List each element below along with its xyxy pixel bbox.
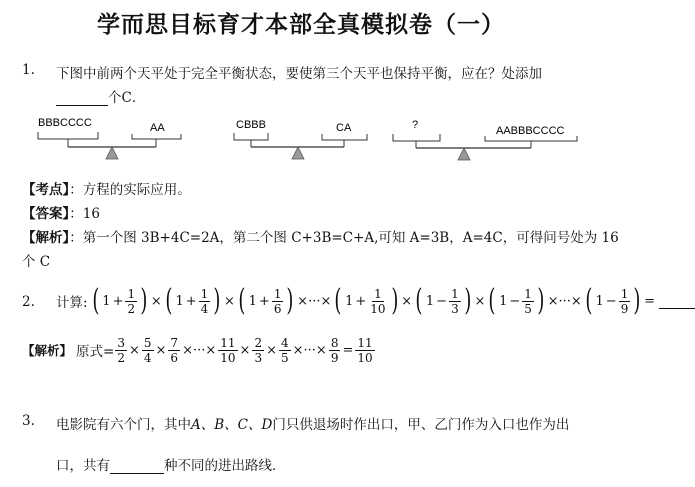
- q2-term-plus-4-fraction: [368, 288, 387, 315]
- q2-sol-result-numerator: 11: [357, 335, 373, 350]
- q2-sol-frac-b-1-numerator: 11: [220, 335, 236, 350]
- q2-term-plus-1-one: 1: [102, 293, 111, 309]
- q2-term-minus-3-sign: −: [605, 293, 617, 309]
- q2-times-3: ×: [401, 293, 413, 309]
- q2-term-minus-1-sign: −: [436, 293, 448, 309]
- q2-term-plus-1-close-paren: ): [140, 283, 148, 318]
- q2-sol-frac-a-1-denominator: 2: [117, 350, 125, 365]
- q2-term-minus-2: [486, 283, 546, 318]
- q2-term-plus-4-one: 1: [345, 293, 354, 309]
- q2-sol-frac-a-3: [168, 337, 180, 364]
- q2-term-plus-1-fraction: [125, 288, 137, 315]
- q3-line2: [56, 454, 286, 474]
- q2-sol-frac-b-1: [218, 337, 237, 364]
- q2-term-plus-4-close-paren: ): [390, 283, 398, 318]
- q2-term-plus-3-close-paren: ): [286, 283, 294, 318]
- q2-term-plus-3-fraction: [272, 288, 284, 315]
- q1-text-line2-tail: 个C．: [108, 90, 146, 106]
- q2-times-4: ×: [474, 293, 486, 309]
- q2-sol-frac-c-1-numerator: 8: [330, 335, 339, 350]
- q3-line1-b: 门只供退场时作出口，甲、乙门作为入口也作为出: [272, 417, 570, 433]
- q3-line1: [56, 413, 569, 433]
- q2-term-plus-2-one: 1: [175, 293, 184, 309]
- q2-term-minus-1-fraction-denominator: 3: [451, 301, 459, 316]
- q3-line1-a: 电影院有六个门，其中: [56, 417, 191, 433]
- q2-equals: =: [644, 293, 655, 309]
- q2-sol-frac-b-2-denominator: 3: [254, 350, 263, 365]
- q2-term-plus-1-open-paren: (: [91, 283, 99, 318]
- q2-term-minus-1-fraction: [449, 288, 461, 315]
- q2-sol-frac-c-1: [329, 337, 341, 364]
- q2-term-plus-3-one: 1: [248, 293, 257, 309]
- q2-term-minus-3-fraction-denominator: 9: [620, 301, 629, 316]
- q2-sol-frac-a-1: [115, 337, 127, 364]
- q2-term-plus-4-sign: +: [355, 293, 367, 309]
- q2-term-plus-4-open-paren: (: [334, 283, 342, 318]
- q2-sol-frac-a-3-denominator: 6: [170, 350, 179, 365]
- q2-sol-frac-a-2-numerator: 5: [143, 335, 152, 350]
- q2-term-minus-3-fraction-numerator: 1: [620, 286, 629, 301]
- q2-sol-times-a-1: ×: [128, 342, 140, 358]
- scale-3: [393, 119, 577, 160]
- q1-jiexi: [22, 226, 619, 246]
- q2-term-plus-4-fraction-numerator: 1: [374, 286, 382, 301]
- q2-term-minus-1-open-paren: (: [415, 283, 423, 318]
- q2-sol-frac-b-2: [252, 337, 264, 364]
- q2-number: 2.: [22, 294, 35, 310]
- q2-sol-times-a-3: ×···×: [182, 342, 217, 358]
- q2-term-minus-2-close-paren: ): [537, 283, 545, 318]
- q2-term-plus-1-fraction-numerator: 1: [127, 286, 136, 301]
- q2-sol-times-b-3: ×···×: [292, 342, 327, 358]
- q2-sol-frac-a-1-numerator: 3: [117, 335, 125, 350]
- q2-term-minus-2-fraction: [522, 288, 534, 315]
- q3-line1-vars: A、B、C、D: [191, 417, 273, 433]
- q1-jiexi-label: 【解析】: [22, 230, 70, 246]
- q2-sol-frac-c-1-denominator: 9: [330, 350, 339, 365]
- q2-term-plus-3-sign: +: [258, 293, 270, 309]
- q2-term-minus-3-fraction: [619, 288, 631, 315]
- q1-daan-label: 【答案】: [22, 206, 70, 222]
- q2-term-plus-1-fraction-denominator: 2: [127, 301, 136, 316]
- q2-expression: [56, 283, 695, 319]
- q2-times-2: ×: [224, 293, 235, 309]
- scale-3-right-label: AABBBCCCC: [496, 125, 565, 137]
- q2-sol-frac-b-3: [279, 337, 291, 364]
- q2-sol-frac-b-3-denominator: 5: [280, 350, 289, 365]
- q2-sol-result: [355, 337, 374, 364]
- q2-term-minus-3-one: 1: [595, 293, 604, 309]
- q2-sol-frac-a-2-denominator: 4: [143, 350, 152, 365]
- q2-dots-1: ×···×: [297, 293, 332, 309]
- q1-daan-text: ：16: [69, 206, 100, 222]
- scale-1-right-label: AA: [150, 122, 165, 134]
- q2-term-minus-1-one: 1: [425, 293, 435, 309]
- q2-term-plus-2: [163, 283, 223, 318]
- q2-term-plus-1: [90, 283, 150, 318]
- scale-3-left-label: ?: [412, 119, 419, 131]
- q1-number: 1.: [22, 62, 35, 78]
- q2-term-minus-2-fraction-numerator: 1: [524, 286, 532, 301]
- page-title: 学而思目标育才本部全真模拟卷（一）: [97, 12, 505, 38]
- q2-term-minus-3-open-paren: (: [585, 283, 593, 318]
- q2-jiexi-label: 【解析】: [22, 343, 73, 358]
- q2-sol-frac-b-2-numerator: 2: [254, 335, 263, 350]
- q2-term-minus-2-fraction-denominator: 5: [524, 301, 532, 316]
- q2-term-plus-3-open-paren: (: [238, 283, 246, 318]
- scale-2-left-label: CBBB: [236, 119, 266, 131]
- q3-number: 3.: [22, 413, 35, 429]
- q2-sol-frac-b-3-numerator: 4: [280, 335, 289, 350]
- q2-term-plus-1-sign: +: [112, 293, 124, 309]
- q2-term-plus-2-fraction-numerator: 1: [200, 286, 209, 301]
- q2-term-minus-2-one: 1: [499, 293, 508, 309]
- q2-sol-times-b-2: ×: [266, 342, 277, 358]
- q2-term-minus-3: [583, 283, 643, 318]
- q2-term-minus-1-fraction-numerator: 1: [451, 286, 459, 301]
- q1-text-line1: 下图中前两个天平处于完全平衡状态，要使第三个天平也保持平衡，应在？处添加: [56, 66, 542, 82]
- q2-sol-times-b-1: ×: [239, 342, 251, 358]
- q2-term-plus-4: [332, 283, 400, 318]
- q2-term-plus-4-fraction-denominator: 10: [370, 301, 386, 316]
- q2-term-plus-2-sign: +: [185, 293, 197, 309]
- q2-term-plus-2-open-paren: (: [165, 283, 173, 318]
- q2-solution: [22, 330, 376, 370]
- q1-text-line2: [56, 86, 145, 106]
- q2-term-minus-3-close-paren: ): [633, 283, 641, 318]
- q2-sol-frac-a-3-numerator: 7: [170, 335, 179, 350]
- scale-1: [38, 117, 181, 159]
- q2-term-plus-2-fraction-denominator: 4: [200, 301, 209, 316]
- q2-sol-frac-b-1-denominator: 10: [220, 350, 236, 365]
- balance-scales-figure: [0, 112, 602, 172]
- q2-term-plus-3-fraction-numerator: 1: [273, 286, 282, 301]
- q2-sol-frac-a-2: [142, 337, 154, 364]
- q1-kaodian: [22, 178, 191, 198]
- q2-term-minus-1-close-paren: ): [464, 283, 472, 318]
- q2-sol-result-denominator: 10: [357, 350, 373, 365]
- q3-answer-blank[interactable]: [110, 459, 164, 474]
- q2-term-plus-3: [236, 283, 296, 318]
- q2-term-minus-2-open-paren: (: [488, 283, 496, 318]
- q2-sol-equals: =: [342, 342, 354, 358]
- q2-term-minus-2-sign: −: [509, 293, 521, 309]
- q2-yuanshi: 原式=: [76, 344, 115, 360]
- q1-daan: [22, 202, 100, 222]
- q2-term-plus-2-close-paren: ): [213, 283, 221, 318]
- scale-2: [234, 119, 367, 159]
- q2-lead: 计算:: [56, 295, 88, 311]
- q2-term-minus-1: [413, 283, 473, 318]
- q2-term-plus-2-fraction: [199, 288, 211, 315]
- q2-dots-2: ×···×: [547, 293, 582, 309]
- q1-jiexi-line1: ：第一个图 3B+4C=2A，第二个图 C+3B=C+A,可知 A=3B，A=4C，可得问号处为 16: [69, 230, 619, 246]
- q2-sol-times-a-2: ×: [155, 342, 167, 358]
- q1-kaodian-text: ：方程的实际应用。: [69, 182, 191, 198]
- q1-answer-blank[interactable]: [56, 91, 108, 106]
- q3-line2-a: 口，共有: [56, 458, 110, 474]
- q2-term-plus-3-fraction-denominator: 6: [273, 301, 282, 316]
- q2-answer-blank[interactable]: [659, 294, 695, 309]
- q1-jiexi-line2: 个 C: [22, 254, 51, 270]
- q2-times-1: ×: [150, 293, 162, 309]
- scale-2-right-label: CA: [336, 122, 352, 134]
- q1-kaodian-label: 【考点】: [22, 182, 70, 198]
- q3-line2-b: 种不同的进出路线．: [164, 458, 286, 474]
- scale-1-left-label: BBBCCCC: [38, 117, 92, 129]
